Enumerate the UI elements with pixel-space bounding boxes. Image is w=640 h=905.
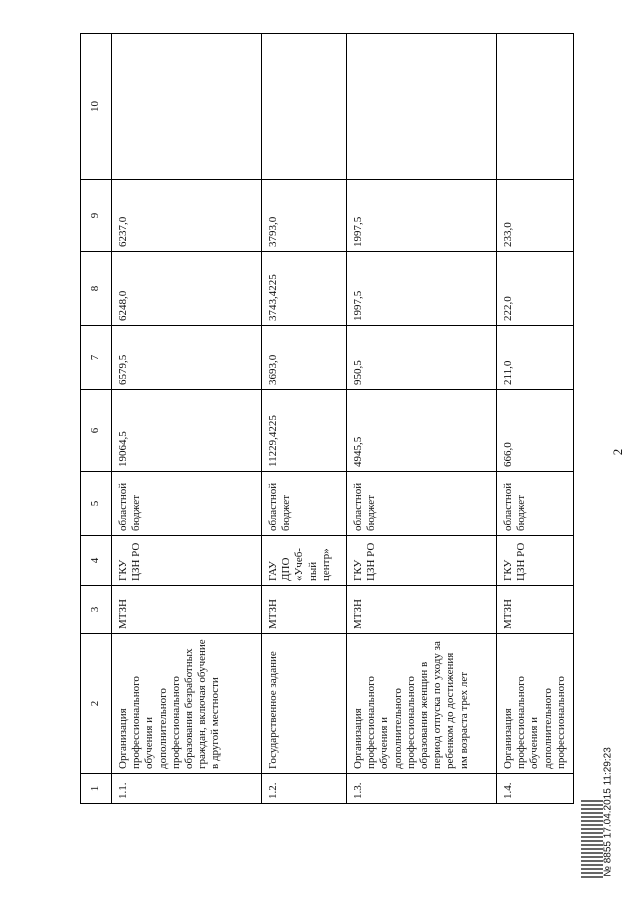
table-row	[497, 34, 574, 804]
executor: ГКУ ЦЗН РО	[497, 536, 574, 586]
amount-col-7: 950,5	[347, 326, 497, 390]
row-number: 1.4.	[497, 774, 574, 804]
responsible: МТЗН	[262, 586, 347, 634]
amount-col-9: 6237,0	[112, 180, 262, 252]
header-row	[81, 34, 112, 804]
col-10-cell	[262, 34, 347, 180]
col-header-3: 3	[81, 586, 112, 634]
program-table	[80, 34, 567, 804]
amount-col-8: 222,0	[497, 252, 574, 326]
col-header-7: 7	[81, 326, 112, 390]
funding-source: областной бюджет	[347, 472, 497, 536]
activity-name: Организация профессионального обучения и дополнительного профессионального	[497, 634, 574, 774]
col-header-10: 10	[81, 34, 112, 180]
total-amount: 19064,5	[112, 390, 262, 472]
total-amount: 666,0	[497, 390, 574, 472]
total-amount: 4945,5	[347, 390, 497, 472]
amount-col-7: 6579,5	[112, 326, 262, 390]
table-row	[347, 34, 497, 804]
amount-col-9: 3793,0	[262, 180, 347, 252]
funding-source: областной бюджет	[262, 472, 347, 536]
col-header-8: 8	[81, 252, 112, 326]
total-amount: 11229,4225	[262, 390, 347, 472]
executor: ГКУ ЦЗН РО	[347, 536, 497, 586]
page-number: 2	[610, 448, 625, 456]
responsible: МТЗН	[497, 586, 574, 634]
amount-col-8: 3743,4225	[262, 252, 347, 326]
funding-table	[80, 33, 574, 804]
activity-name: Организация профессионального обучения и дополнительного профессионального образования женщин в период отпуска по уходу за ребенком до достижения им возраста трех лет	[347, 634, 497, 774]
col-header-4: 4	[81, 536, 112, 586]
row-number: 1.2.	[262, 774, 347, 804]
col-header-5: 5	[81, 472, 112, 536]
amount-col-9: 233,0	[497, 180, 574, 252]
amount-col-7: 3693,0	[262, 326, 347, 390]
amount-col-8: 6248,0	[112, 252, 262, 326]
col-10-cell	[347, 34, 497, 180]
activity-name: Организация профессионального обучения и дополнительного профессионального образования безработных граждан, включая обучение в другой местности	[112, 634, 262, 774]
amount-col-7: 211,0	[497, 326, 574, 390]
amount-col-8: 1997,5	[347, 252, 497, 326]
responsible: МТЗН	[347, 586, 497, 634]
funding-source: областной бюджет	[112, 472, 262, 536]
responsible: МТЗН	[112, 586, 262, 634]
row-number: 1.1.	[112, 774, 262, 804]
funding-source: областной бюджет	[497, 472, 574, 536]
amount-col-9: 1997,5	[347, 180, 497, 252]
table-row	[112, 34, 262, 804]
row-number: 1.3.	[347, 774, 497, 804]
col-header-2: 2	[81, 634, 112, 774]
col-10-cell	[112, 34, 262, 180]
col-header-6: 6	[81, 390, 112, 472]
table-row	[262, 34, 347, 804]
executor: ГКУ ЦЗН РО	[112, 536, 262, 586]
executor: ГАУ ДПО «Учеб-ный центр»	[262, 536, 347, 586]
activity-name: Государственное задание	[262, 634, 347, 774]
col-10-cell	[497, 34, 574, 180]
col-header-1: 1	[81, 774, 112, 804]
barcode-stamp	[581, 798, 603, 878]
col-header-9: 9	[81, 180, 112, 252]
document-footer-stamp: № 8855 17.04.2015 11:29:23	[602, 747, 614, 877]
